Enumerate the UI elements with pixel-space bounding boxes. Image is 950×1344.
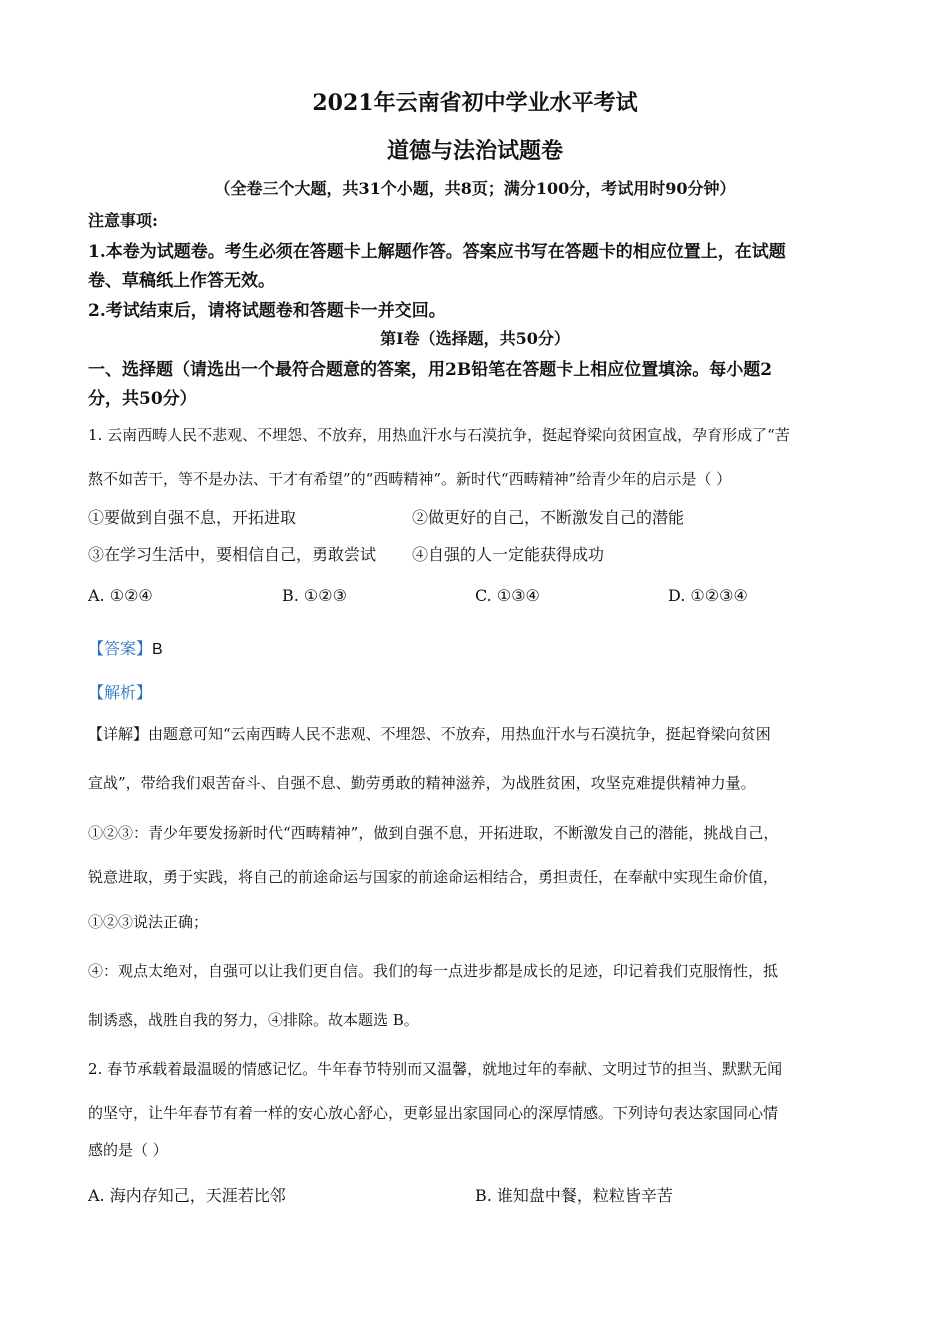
q1-answer [88, 636, 163, 659]
answer-label: 【答案】 [88, 639, 153, 658]
q1-point2-line1: ④：观点太绝对，自强可以让我们更自信。我们的每一点进步都是成长的足迹，印记着我们克服惰性，抵 [88, 962, 779, 980]
q2-stem-line2: 的坚守，让牛年春节有着一样的安心放心舒心，更彰显出家国同心的深厚情感。下列诗句表达家国同心情 [88, 1104, 779, 1122]
q2-stem-line3: 感的是（ ） [88, 1141, 168, 1159]
q2-option-a: A. 海内存知己，天涯若比邻 [88, 1186, 286, 1205]
q1-detail-line1 [88, 723, 771, 744]
q1-point2-line2: 制诱惑，战胜自我的努力，④排除。故本题选 B。 [88, 1011, 419, 1029]
q1-statement-4: ④自强的人一定能获得成功 [412, 545, 605, 564]
detail-label: 【详解】 [88, 725, 149, 743]
notice-heading: 注意事项: [88, 211, 158, 230]
q1-stem-line1: 1. 云南西畴人民不悲观、不埋怨、不放弃，用热血汗水与石漠抗争，挺起脊梁向贫困宣战，孕育形成了“苦 [88, 426, 790, 444]
q1-statement-2: ②做更好的自己，不断激发自己的潜能 [412, 508, 685, 527]
q1-point1-line1: ①②③：青少年要发扬新时代“西畴精神”，做到自强不息，开拓进取，不断激发自己的潜能，挑战自己， [88, 824, 779, 842]
q1-option-c: C. ①③④ [475, 586, 540, 605]
detail-text: 由题意可知“云南西畴人民不悲观、不埋怨、不放弃，用热血汗水与石漠抗争，挺起脊梁向贫困 [148, 725, 771, 743]
q1-option-a: A. ①②④ [88, 586, 153, 605]
answer-value: B [152, 641, 163, 658]
q1-option-b: B. ①②③ [282, 586, 347, 605]
notice-item2: 2.考试结束后，请将试题卷和答题卡一并交回。 [88, 301, 446, 321]
q1-point1-line3: ①②③说法正确； [88, 913, 209, 931]
exam-title: 2021年云南省初中学业水平考试 [312, 90, 638, 116]
exam-note: （全卷三个大题，共31个小题，共8页；满分100分，考试用时90分钟） [214, 179, 736, 198]
q1-option-d: D. ①②③④ [668, 586, 748, 605]
section1-instruction-line2: 分，共50分） [88, 389, 197, 409]
q2-option-b: B. 谁知盘中餐，粒粒皆辛苦 [475, 1186, 673, 1205]
q1-detail-line2: 宣战”，带给我们艰苦奋斗、自强不息、勤劳勇敢的精神滋养，为战胜贫困，攻坚克难提供精神力量。 [88, 774, 756, 792]
section1-title: 第Ⅰ卷（选择题，共50分） [380, 329, 570, 348]
q1-stem-line2: 熬不如苦干，等不是办法、干才有希望”的“西畴精神”。新时代“西畴精神”给青少年的启示是（ ） [88, 470, 732, 488]
notice-item1-line1: 1.本卷为试题卷。考生必须在答题卡上解题作答。答案应书写在答题卡的相应位置上，在试题 [88, 242, 786, 262]
section1-instruction-line1: 一、选择题（请选出一个最符合题意的答案，用2B铅笔在答题卡上相应位置填涂。每小题2 [88, 360, 773, 380]
analysis-label: 【解析】 [88, 683, 153, 702]
q1-statement-1: ①要做到自强不息，开拓进取 [88, 508, 297, 527]
exam-subject: 道德与法治试题卷 [386, 138, 563, 164]
q1-statement-3: ③在学习生活中，要相信自己，勇敢尝试 [88, 545, 377, 564]
q2-stem-line1: 2. 春节承载着最温暖的情感记忆。牛年春节特别而又温馨，就地过年的奉献、文明过节的担当、默默无闻 [88, 1060, 783, 1078]
q1-point1-line2: 锐意进取，勇于实践，将自己的前途命运与国家的前途命运相结合，勇担责任，在奉献中实现生命价值， [88, 868, 779, 886]
notice-item1-line2: 卷、草稿纸上作答无效。 [88, 271, 275, 291]
